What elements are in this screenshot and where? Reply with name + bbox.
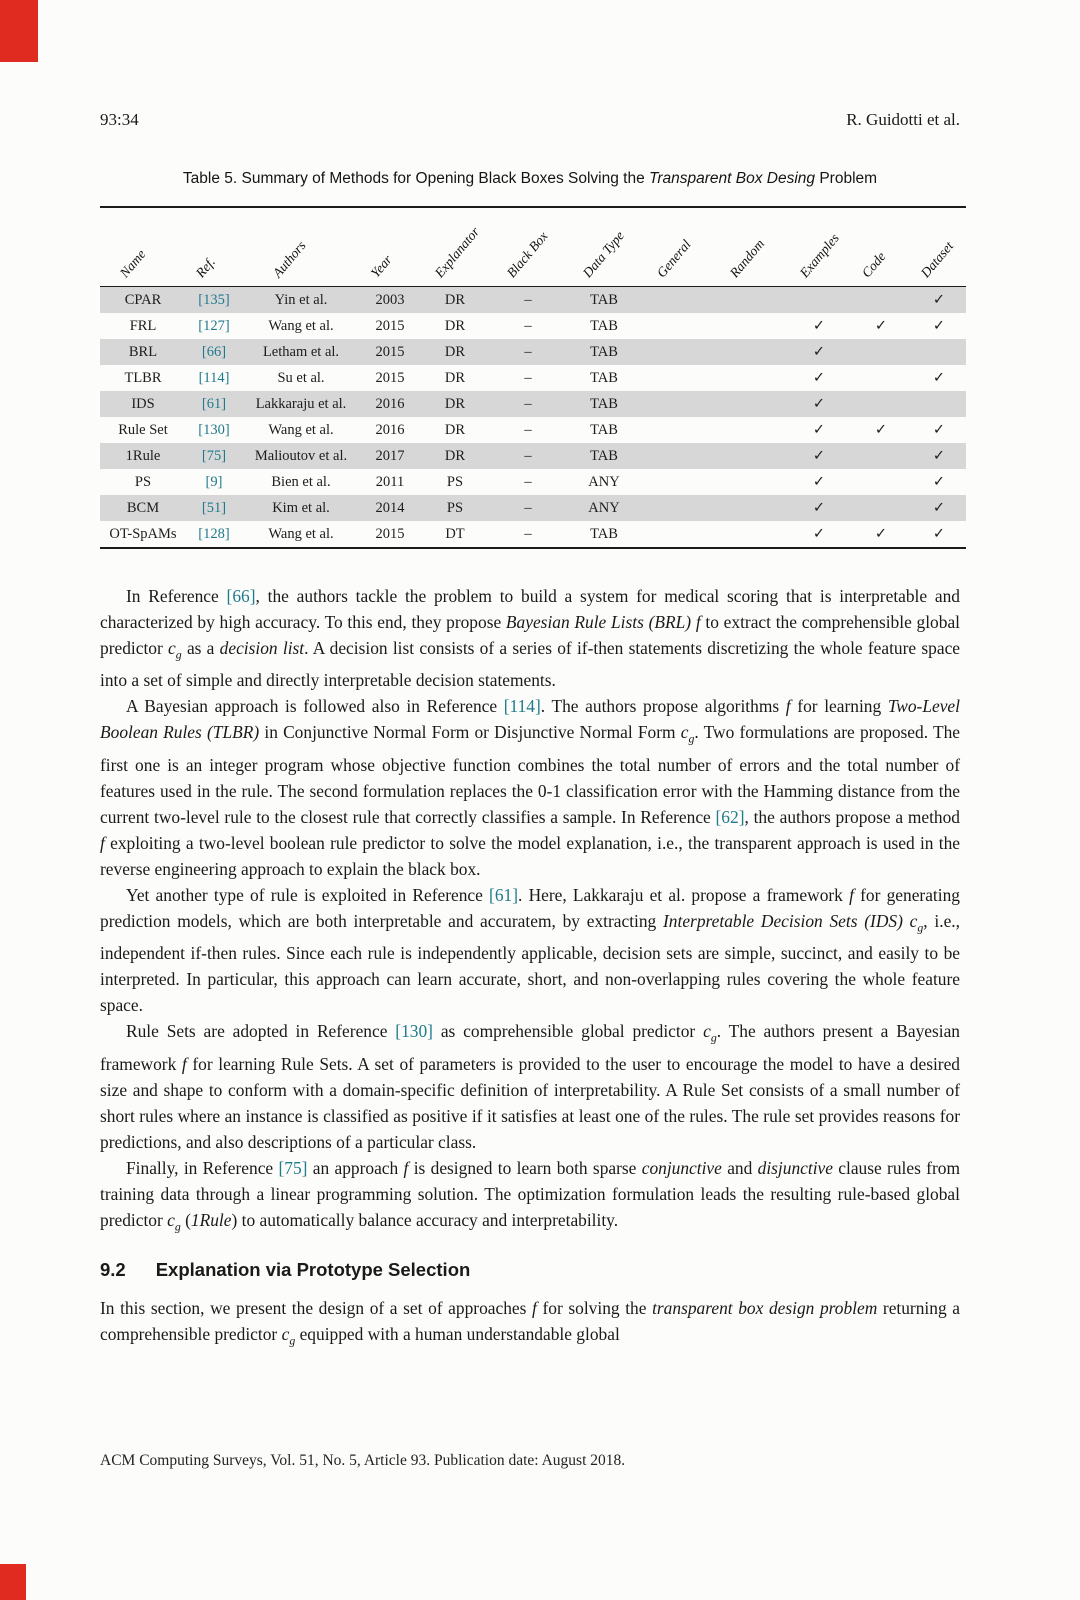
reference-link[interactable]: [114] [503, 696, 541, 717]
table-cell [642, 313, 714, 339]
table-cell: DT [445, 525, 465, 542]
column-header [850, 207, 912, 287]
section-heading [100, 1257, 960, 1283]
table-cell: IDS [131, 395, 155, 412]
column-header [642, 207, 714, 287]
table-cell: BRL [128, 343, 158, 360]
table-cell: – [524, 291, 532, 308]
checkmark-icon: ✓ [812, 421, 826, 438]
page-number: 93:34 [100, 110, 139, 129]
checkmark-icon: ✓ [812, 317, 826, 334]
table-cell: OT-SpAMs [109, 525, 177, 542]
column-header [714, 207, 788, 287]
table-cell [850, 469, 912, 495]
body-text [100, 583, 960, 1354]
checkmark-icon: ✓ [932, 447, 946, 464]
reference-link[interactable]: [130] [395, 1021, 433, 1042]
table-row [100, 391, 966, 417]
table-cell: 1Rule [125, 447, 161, 464]
checkmark-icon: ✓ [874, 525, 888, 542]
reference-link[interactable]: [130] [198, 421, 230, 438]
table-cell: Wang et al. [268, 525, 334, 542]
checkmark-icon: ✓ [812, 369, 826, 386]
table-row [100, 339, 966, 365]
table-cell: 2016 [375, 421, 405, 438]
table-cell: Bien et al. [271, 473, 331, 490]
reference-link[interactable]: [9] [205, 473, 223, 490]
table-cell [850, 391, 912, 417]
table-cell: DR [444, 395, 466, 412]
checkmark-icon: ✓ [874, 421, 888, 438]
table-cell: DR [444, 317, 466, 334]
table-cell: 2016 [375, 395, 405, 412]
table-cell [850, 339, 912, 365]
column-header [186, 207, 242, 287]
paragraph: A Bayesian approach is followed also in Reference [114]. The authors propose algorithms f for learning Two-Level Boolean Rules (TLBR) in Conjunctive Normal Form or Disjunctive Normal Form $c_g$. Two formulations are proposed. The first one is an integer program whose objective function combines the total number of errors and the total number of features used in the rule. The second formulation replaces the 0-1 classification error with the Hamming distance from the current two-level rule to the closest rule that correctly classifies a sample. In Reference [62], the authors propose a method f exploiting a two-level boolean rule predictor to solve the model explanation, i.e., the transparent approach is used in the reverse engineering approach to explain the black box. [100, 696, 960, 879]
table-cell [850, 443, 912, 469]
table-cell [642, 287, 714, 314]
table-cell: DR [444, 369, 466, 386]
table-cell [714, 365, 788, 391]
checkmark-icon: ✓ [812, 525, 826, 542]
table-cell: BCM [126, 499, 160, 516]
column-header [420, 207, 490, 287]
column-header [100, 207, 186, 287]
table-cell: Su et al. [277, 369, 325, 386]
table-row [100, 521, 966, 548]
table-cell [850, 287, 912, 314]
table-cell: TAB [590, 291, 618, 308]
table-cell: 2015 [375, 317, 405, 334]
column-header-label: Random [726, 236, 768, 281]
reference-link[interactable]: [51] [201, 499, 227, 516]
methods-table [100, 206, 966, 549]
table-cell: – [524, 525, 532, 542]
table-cell: – [524, 343, 532, 360]
running-head [100, 110, 960, 130]
column-header-label: Examples [796, 230, 843, 281]
table-cell: TLBR [124, 369, 162, 386]
table-cell: PS [446, 473, 464, 490]
section-title: Explanation via Prototype Selection [155, 1259, 471, 1281]
table-cell: TAB [590, 447, 618, 464]
table-cell: DR [444, 291, 466, 308]
table-caption: Table 5. Summary of Methods for Opening Black Boxes Solving the Transparent Box Desing Problem [182, 170, 878, 187]
table-cell: TAB [590, 369, 618, 386]
table-cell: 2014 [375, 499, 405, 516]
column-header-label: General [654, 236, 695, 281]
checkmark-icon: ✓ [932, 421, 946, 438]
table-cell [642, 339, 714, 365]
table-row [100, 443, 966, 469]
table-cell [912, 391, 966, 417]
table-cell: Yin et al. [274, 291, 328, 308]
table-cell [714, 521, 788, 548]
table-cell: Wang et al. [268, 317, 334, 334]
table-cell: ANY [588, 499, 620, 516]
table-cell: – [524, 395, 532, 412]
column-header [242, 207, 360, 287]
table-cell: TAB [590, 421, 618, 438]
table-row [100, 287, 966, 314]
reference-link[interactable]: [75] [201, 447, 227, 464]
table-cell: DR [444, 421, 466, 438]
journal-footer: ACM Computing Surveys, Vol. 51, No. 5, Article 93. Publication date: August 2018. [100, 1452, 626, 1469]
table-header-row [100, 207, 966, 287]
table-row [100, 417, 966, 443]
table-row [100, 313, 966, 339]
checkmark-icon: ✓ [932, 369, 946, 386]
paragraph: Finally, in Reference [75] an approach f is designed to learn both sparse conjunctive and disjunctive clause rules from training data through a linear programming solution. The optimization formulation leads the resulting rule-based global predictor $c_g$ (1Rule) to automatically balance accuracy and interpretability. [100, 1157, 960, 1234]
table-cell [642, 443, 714, 469]
reference-link[interactable]: [66] [226, 586, 256, 606]
table-cell [642, 391, 714, 417]
table-row [100, 365, 966, 391]
column-header-label: Dataset [918, 238, 957, 281]
column-header-label: Black Box [503, 228, 551, 281]
paragraph: In this section, we present the design of a set of approaches f for solving the transparent box design problem returning a comprehensible predictor $c_g$ equipped with a human understandable global [100, 1298, 960, 1348]
section-number: 9.2 [100, 1259, 126, 1281]
column-header-label: Authors [269, 237, 309, 281]
table-body [100, 287, 966, 549]
table-cell [714, 313, 788, 339]
reference-link[interactable]: [114] [198, 369, 230, 386]
reference-link[interactable]: [61] [201, 395, 227, 412]
table-cell: 2015 [375, 343, 405, 360]
column-header-label: Data Type [579, 228, 627, 281]
reference-link[interactable]: [135] [198, 291, 230, 308]
paragraph: In Reference [66], the authors tackle the problem to build a system for medical scoring that is interpretable and characterized by high accuracy. To this end, they propose Bayesian Rule Lists (BRL) f to extract the comprehensible global predictor $c_g$ as a decision list. A decision list consists of a series of if-then statements discretizing the whole feature space into a set of simple and directly interpretable decision statements. [100, 586, 961, 691]
table-cell: TAB [590, 317, 618, 334]
table-cell [788, 287, 850, 314]
table-cell [850, 495, 912, 521]
table-cell: – [524, 473, 532, 490]
table-cell [714, 339, 788, 365]
checkmark-icon: ✓ [932, 473, 946, 490]
column-header [360, 207, 420, 287]
table-cell: Letham et al. [262, 343, 340, 360]
checkmark-icon: ✓ [812, 473, 826, 490]
column-header-label: Year [368, 252, 396, 281]
table-cell: TAB [590, 525, 618, 542]
table-cell [642, 365, 714, 391]
reference-link[interactable]: [128] [198, 525, 230, 542]
column-header [490, 207, 566, 287]
table-cell: – [524, 421, 532, 438]
table-cell: 2011 [375, 473, 405, 490]
table-cell: ANY [588, 473, 620, 490]
table-cell: PS [134, 473, 152, 490]
table-cell: TAB [590, 343, 618, 360]
table-cell: 2003 [375, 291, 405, 308]
table-cell: DR [444, 343, 466, 360]
table-cell: – [524, 317, 532, 334]
table-cell: 2017 [375, 447, 405, 464]
table-cell: – [524, 447, 532, 464]
scan-artifact-bottom [0, 1564, 26, 1600]
table-cell: TAB [590, 395, 618, 412]
table-cell: PS [446, 499, 464, 516]
table-cell [912, 339, 966, 365]
table-row [100, 495, 966, 521]
reference-link[interactable]: [75] [278, 1157, 308, 1178]
table-cell: Rule Set [118, 421, 168, 438]
checkmark-icon: ✓ [932, 525, 946, 542]
table-cell: DR [444, 447, 466, 464]
checkmark-icon: ✓ [812, 395, 826, 412]
table-cell: 2015 [375, 525, 405, 542]
table-cell: Lakkaraju et al. [255, 395, 347, 412]
summary-table [100, 206, 966, 549]
column-header-label: Name [116, 246, 149, 281]
column-header-label: Explanator [431, 224, 483, 281]
checkmark-icon: ✓ [874, 317, 888, 334]
column-header-label: Ref. [192, 254, 219, 281]
checkmark-icon: ✓ [812, 447, 826, 464]
checkmark-icon: ✓ [812, 343, 826, 360]
table-cell: Wang et al. [268, 421, 334, 438]
table-cell: Malioutov et al. [254, 447, 348, 464]
running-authors: R. Guidotti et al. [846, 110, 960, 129]
scan-artifact-top [0, 0, 38, 62]
reference-link[interactable]: [62] [715, 806, 745, 827]
table-cell [714, 443, 788, 469]
reference-link[interactable]: [127] [198, 317, 230, 334]
table-cell [714, 417, 788, 443]
column-header [566, 207, 642, 287]
checkmark-icon: ✓ [812, 499, 826, 516]
reference-link[interactable]: [61] [489, 884, 519, 905]
reference-link[interactable]: [66] [201, 343, 227, 360]
table-cell [714, 495, 788, 521]
paragraph: Rule Sets are adopted in Reference [130] as comprehensible global predictor $c_g$. The authors present a Bayesian framework f for learning Rule Sets. A set of parameters is provided to the user to encourage the model to have a desired size and shape to conform with a domain-specific definition of interpretability. A Rule Set consists of a small number of short rules where an instance is classified as positive if it satisfies at least one of the rules. The rule set provides reasons for predictions, and also descriptions of a particular class. [100, 1021, 961, 1152]
checkmark-icon: ✓ [932, 317, 946, 334]
column-header [912, 207, 966, 287]
table-cell: Kim et al. [272, 499, 330, 516]
checkmark-icon: ✓ [932, 499, 946, 516]
checkmark-icon: ✓ [932, 291, 946, 308]
table-cell: – [524, 499, 532, 516]
table-cell [714, 391, 788, 417]
table-cell [642, 495, 714, 521]
column-header [788, 207, 850, 287]
table-cell [714, 287, 788, 314]
table-cell: – [524, 369, 532, 386]
table-cell [714, 469, 788, 495]
table-cell: CPAR [124, 291, 162, 308]
table-cell [642, 417, 714, 443]
column-header-label: Code [858, 248, 889, 281]
table-cell: 2015 [375, 369, 405, 386]
table-row [100, 469, 966, 495]
table-cell [850, 365, 912, 391]
paragraph: Yet another type of rule is exploited in Reference [61]. Here, Lakkaraju et al. propose a framework f for generating prediction models, which are both interpretable and accuratem, by extracting Interpretable Decision Sets (IDS) $c_g$, i.e., independent if-then rules. Since each rule is independently applicable, decision sets are simple, succinct, and easily to be interpreted. In particular, this approach can learn accurate, short, and non-overlapping rules covering the whole feature space. [100, 884, 960, 1016]
table-cell [642, 469, 714, 495]
table-cell [642, 521, 714, 548]
table-cell: FRL [129, 317, 157, 334]
